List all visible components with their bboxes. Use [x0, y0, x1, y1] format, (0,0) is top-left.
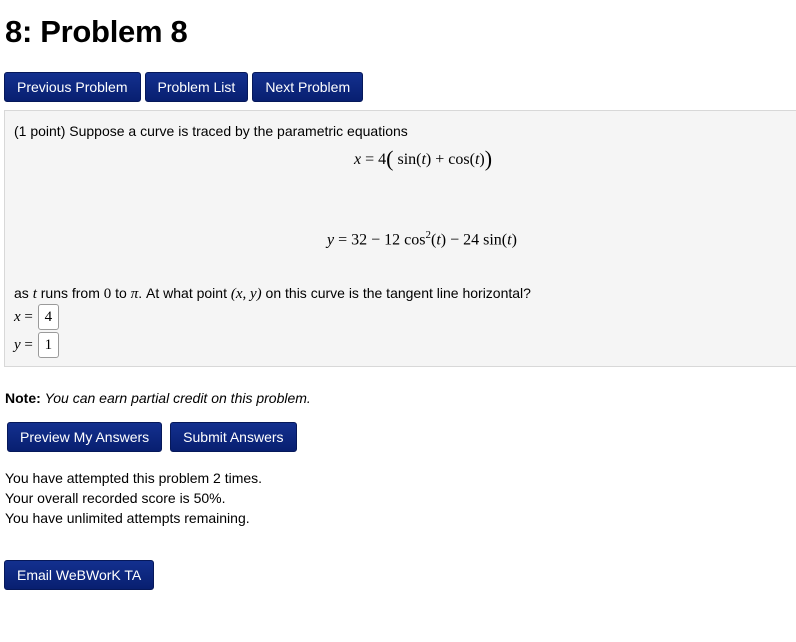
range-start: 0: [103, 286, 112, 302]
partial-credit-note: [5, 390, 311, 406]
variable-t: t: [32, 286, 37, 302]
answer-actions: [7, 422, 297, 452]
equation-x-body: sin(t) + cos(t): [393, 151, 485, 168]
note-text: You can earn partial credit on this problem.: [44, 390, 311, 406]
page-title: 8: Problem 8: [5, 14, 188, 49]
answer-input-y[interactable]: 1: [38, 332, 59, 358]
equation-y: [327, 229, 517, 249]
attempt-status: [5, 468, 262, 528]
question-text-3: to: [111, 285, 131, 301]
next-problem-button[interactable]: Next Problem: [252, 72, 363, 102]
equation-y-part-a: = 32 − 12 cos: [334, 231, 426, 249]
attempts-remaining: You have unlimited attempts remaining.: [5, 510, 250, 526]
equation-y-exponent: 2: [425, 229, 431, 241]
previous-problem-button[interactable]: Previous Problem: [4, 72, 141, 102]
answer-input-x[interactable]: 4: [38, 304, 59, 330]
note-label: Note:: [5, 390, 41, 406]
equation-y-part-b: (t) − 24 sin(t): [430, 231, 517, 249]
preview-answers-button[interactable]: Preview My Answers: [7, 422, 162, 452]
question-text-4: . At what point: [138, 285, 231, 301]
email-ta-button[interactable]: Email WeBWorK TA: [4, 560, 154, 590]
equation-x: [354, 146, 493, 171]
problem-body: [4, 110, 796, 367]
recorded-score: Your overall recorded score is 50%.: [5, 490, 226, 506]
submit-answers-button[interactable]: Submit Answers: [170, 422, 296, 452]
question-text-5: on this curve is the tangent line horizontal?: [261, 285, 531, 301]
open-paren: (: [386, 146, 394, 171]
question-text-2: runs from: [36, 285, 104, 301]
equation-x-coefficient: = 4: [361, 151, 387, 168]
question-text-1: as: [14, 285, 33, 301]
attempts-count: You have attempted this problem 2 times.: [5, 470, 263, 486]
answer-label-x: x =: [14, 308, 33, 325]
close-paren: ): [484, 146, 493, 171]
answer-label-y: y =: [14, 336, 33, 353]
range-end: π: [130, 286, 139, 302]
equation-x-lhs: x: [354, 151, 362, 168]
problem-navigation: [4, 72, 363, 102]
problem-intro: (1 point) Suppose a curve is traced by the parametric equations: [14, 123, 408, 139]
equation-y-lhs: y: [327, 231, 335, 249]
problem-question: [14, 285, 531, 303]
point-notation: (x, y): [230, 286, 262, 302]
answer-row-x: [14, 304, 59, 330]
answer-row-y: [14, 332, 59, 358]
problem-list-button[interactable]: Problem List: [145, 72, 249, 102]
